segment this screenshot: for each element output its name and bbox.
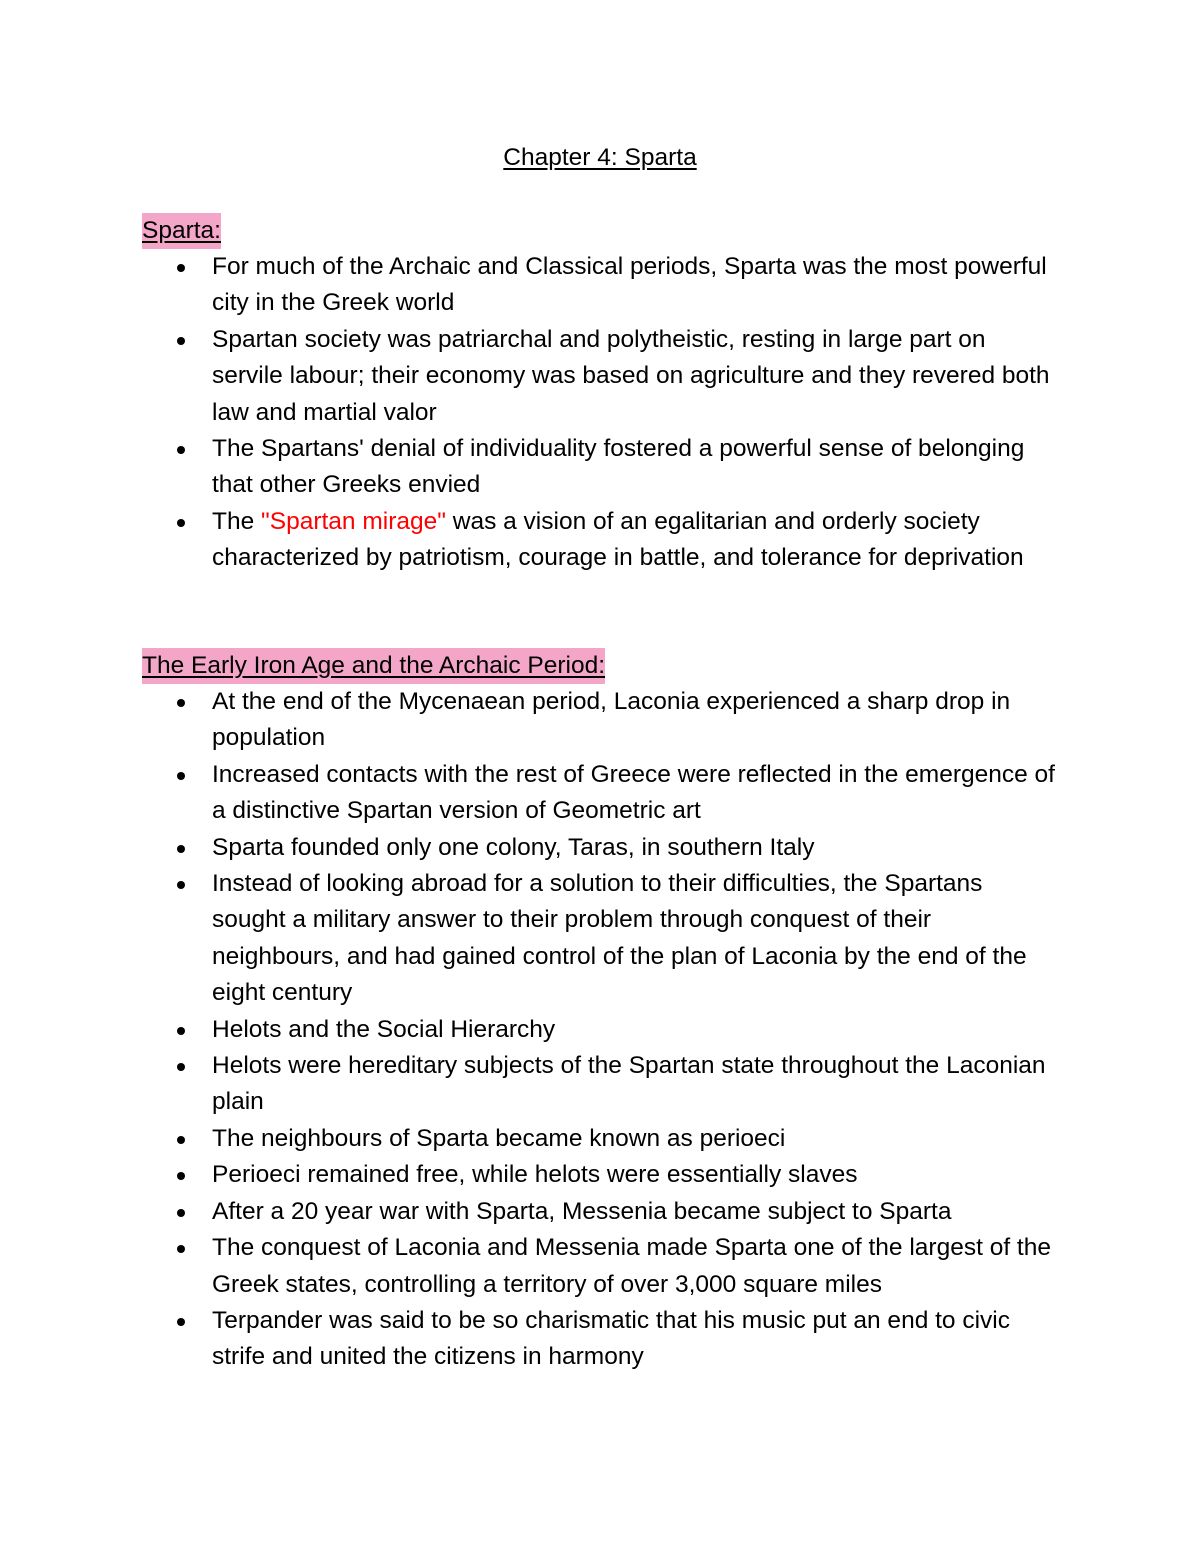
list-item-text: Terpander was said to be so charismatic that his music put an end to civic strife and united the citizens in harmony bbox=[212, 1306, 1010, 1371]
bullet-dot-icon bbox=[177, 1172, 185, 1180]
list-item bbox=[142, 1121, 1062, 1157]
list-item-text: The neighbours of Sparta became known as perioeci bbox=[212, 1124, 786, 1152]
bullet-dot-icon bbox=[177, 1063, 185, 1071]
list-item bbox=[142, 866, 1062, 1012]
list-item bbox=[142, 1157, 1062, 1193]
document-title-block bbox=[0, 140, 1200, 176]
list-item bbox=[142, 684, 1062, 757]
list-item bbox=[142, 1303, 1062, 1376]
list-item-text-after: was a vision of an egalitarian and orderly society characterized by patriotism, courage in battle, and tolerance for deprivation bbox=[212, 507, 1024, 572]
list-item-text: Instead of looking abroad for a solution to their difficulties, the Spartans sought a military answer to their problem through conquest of their neighbours, and had gained control of the plan of Laconia by the end of the eight century bbox=[212, 870, 1027, 1007]
section-early-iron-age bbox=[142, 648, 1082, 1376]
list-item bbox=[142, 322, 1062, 431]
list-item-text: After a 20 year war with Sparta, Messenia became subject to Sparta bbox=[212, 1197, 952, 1225]
list-item bbox=[142, 1012, 1062, 1048]
bullet-list bbox=[142, 684, 1082, 1376]
list-item-text: The conquest of Laconia and Messenia made Sparta one of the largest of the Greek states, controlling a territory of over 3,000 square miles bbox=[212, 1234, 1051, 1298]
bullet-dot-icon bbox=[177, 446, 185, 454]
spartan-mirage-term: "Spartan mirage" bbox=[261, 507, 446, 535]
section-sparta bbox=[142, 213, 1082, 577]
list-item bbox=[142, 431, 1062, 504]
list-item-text: Sparta founded only one colony, Taras, in southern Italy bbox=[212, 833, 815, 861]
list-item-text: Increased contacts with the rest of Greece were reflected in the emergence of a distinctive Spartan version of Geometric art bbox=[212, 760, 1055, 825]
bullet-dot-icon bbox=[177, 519, 185, 527]
bullet-dot-icon bbox=[177, 845, 185, 853]
bullet-dot-icon bbox=[177, 264, 185, 272]
bullet-dot-icon bbox=[177, 772, 185, 780]
list-item-text: Helots and the Social Hierarchy bbox=[212, 1015, 556, 1043]
list-item-text-before: The bbox=[212, 507, 262, 535]
list-item bbox=[142, 249, 1062, 322]
bullet-dot-icon bbox=[177, 699, 185, 707]
list-item-text: Spartan society was patriarchal and polytheistic, resting in large part on servile labour; their economy was based on agriculture and they revered both law and martial valor bbox=[212, 325, 1050, 426]
bullet-dot-icon bbox=[177, 1136, 185, 1144]
bullet-dot-icon bbox=[177, 1245, 185, 1253]
list-item bbox=[142, 504, 1062, 577]
list-item-text: Helots were hereditary subjects of the Spartan state throughout the Laconian plain bbox=[212, 1052, 1046, 1116]
bullet-list bbox=[142, 249, 1082, 577]
list-item bbox=[142, 1194, 1062, 1230]
section-heading: Sparta: bbox=[142, 213, 221, 249]
bullet-dot-icon bbox=[177, 1027, 185, 1035]
bullet-dot-icon bbox=[177, 337, 185, 345]
bullet-dot-icon bbox=[177, 1209, 185, 1217]
list-item-text: At the end of the Mycenaean period, Laconia experienced a sharp drop in population bbox=[212, 688, 1011, 752]
list-item bbox=[142, 1230, 1062, 1303]
bullet-dot-icon bbox=[177, 881, 185, 889]
list-item-text: For much of the Archaic and Classical periods, Sparta was the most powerful city in the Greek world bbox=[212, 253, 1047, 317]
bullet-dot-icon bbox=[177, 1318, 185, 1326]
list-item bbox=[142, 830, 1062, 866]
section-heading: The Early Iron Age and the Archaic Period: bbox=[142, 648, 605, 684]
list-item-text: The Spartans' denial of individuality fostered a powerful sense of belonging that other Greeks envied bbox=[212, 435, 1025, 499]
document-title: Chapter 4: Sparta bbox=[503, 144, 697, 171]
list-item-text: Perioeci remained free, while helots were essentially slaves bbox=[212, 1161, 858, 1189]
list-item bbox=[142, 757, 1062, 830]
list-item bbox=[142, 1048, 1062, 1121]
